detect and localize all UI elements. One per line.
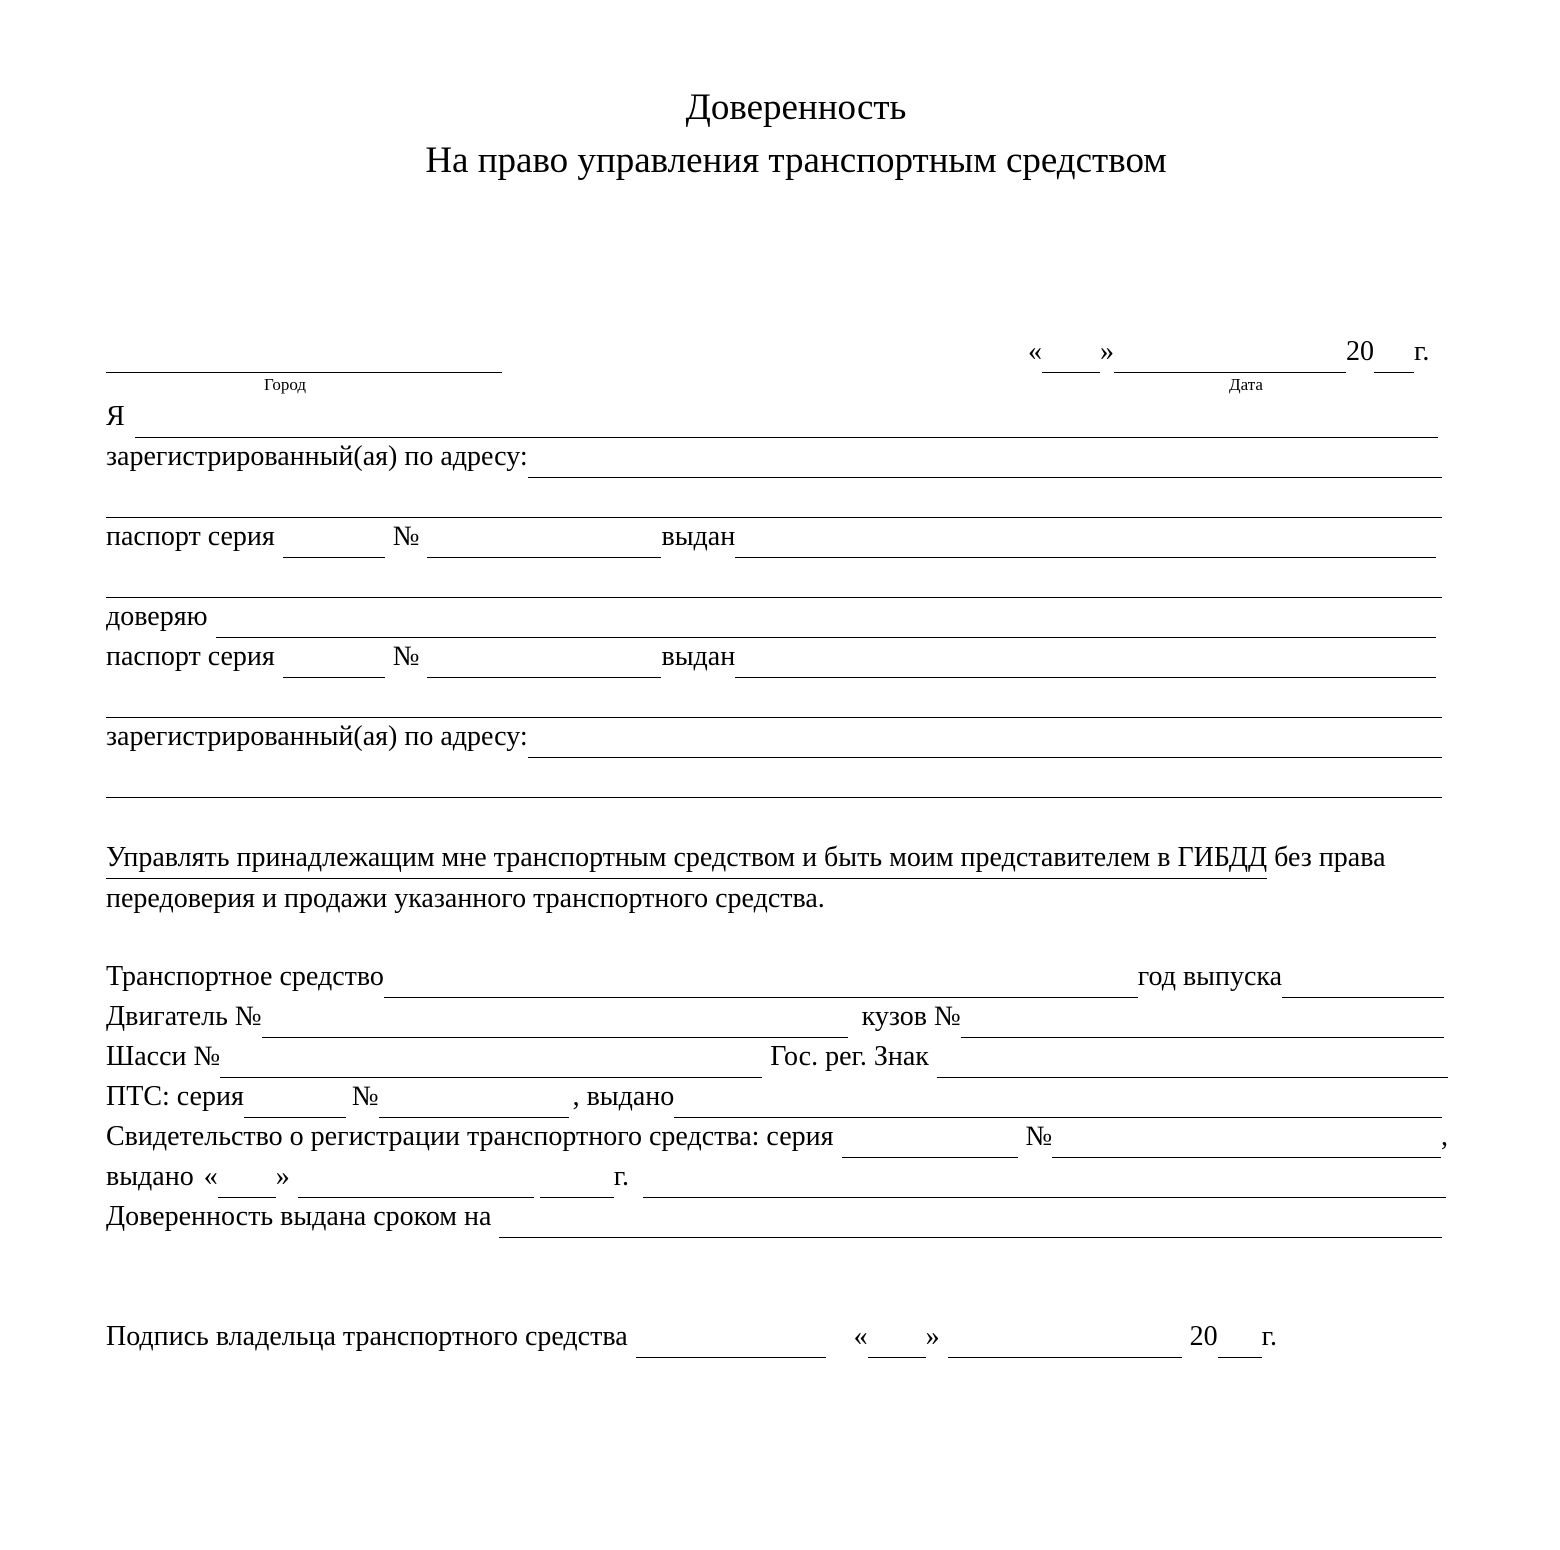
trustee-address-line-2 bbox=[106, 758, 1442, 798]
trustee-registered-label: зарегистрированный(ая) по адресу: bbox=[106, 721, 528, 752]
principal-passport-series-field[interactable] bbox=[283, 523, 385, 558]
principal-issued-field-2[interactable] bbox=[106, 563, 1442, 598]
trustee-trust-label: доверяю bbox=[106, 601, 208, 632]
trustee-passport-series-field[interactable] bbox=[283, 643, 385, 678]
trustee-issued-line-2 bbox=[106, 678, 1442, 718]
pts-line bbox=[106, 1078, 1442, 1118]
trustee-passport-line bbox=[106, 638, 1436, 678]
certificate-issued-label: выдано bbox=[106, 1161, 194, 1192]
principal-issued-field[interactable] bbox=[735, 523, 1436, 558]
principal-passport-line bbox=[106, 518, 1436, 558]
principal-address-line-2 bbox=[106, 478, 1442, 518]
principal-i-label: Я bbox=[106, 401, 125, 432]
principal-address-field-2[interactable] bbox=[106, 483, 1442, 518]
city-caption: Город bbox=[264, 375, 306, 394]
vehicle-field[interactable] bbox=[384, 963, 1138, 998]
date-close-quote: » bbox=[1100, 336, 1114, 367]
engine-body-line bbox=[106, 998, 1444, 1038]
signature-year-prefix: 20 bbox=[1189, 1321, 1218, 1352]
authority-text-part2: без права передоверия и продажи указанного транспортного средства. bbox=[106, 842, 1386, 914]
date-month-field[interactable] bbox=[1114, 338, 1346, 373]
city-line bbox=[106, 333, 502, 373]
signature-day-field[interactable] bbox=[868, 1323, 926, 1358]
trustee-issued-field[interactable] bbox=[735, 643, 1436, 678]
signature-open-quote: « bbox=[853, 1321, 868, 1352]
date-year-prefix: 20 bbox=[1346, 336, 1374, 367]
vehicle-label: Транспортное средство bbox=[106, 961, 384, 992]
principal-registered-label: зарегистрированный(ая) по адресу: bbox=[106, 441, 528, 472]
principal-passport-number-sign: № bbox=[392, 521, 420, 552]
pts-number-field[interactable] bbox=[379, 1083, 569, 1118]
trustee-passport-number-sign: № bbox=[392, 641, 420, 672]
principal-passport-number-field[interactable] bbox=[427, 523, 661, 558]
certificate-year-suffix: г. bbox=[613, 1161, 630, 1192]
date-year-field[interactable] bbox=[1374, 338, 1414, 373]
body-number-field[interactable] bbox=[961, 1003, 1444, 1038]
trustee-address-field-2[interactable] bbox=[106, 763, 1442, 798]
date-line bbox=[1028, 333, 1429, 373]
pts-series-label: ПТС: серия bbox=[106, 1081, 244, 1112]
trustee-name-line bbox=[106, 598, 1436, 638]
validity-line bbox=[106, 1198, 1442, 1238]
signature-line bbox=[106, 1318, 1277, 1358]
pts-issued-label: , выдано bbox=[572, 1081, 675, 1112]
validity-label: Доверенность выдана сроком на bbox=[106, 1201, 492, 1232]
plate-field[interactable] bbox=[937, 1043, 1448, 1078]
vehicle-line bbox=[106, 958, 1444, 998]
certificate-close-quote: » bbox=[275, 1161, 290, 1192]
signature-label: Подпись владельца транспортного средства bbox=[106, 1321, 628, 1352]
certificate-line bbox=[106, 1118, 1448, 1158]
authority-text-part1: Управлять принадлежащим мне транспортным средством и быть моим представителем в ГИБДД bbox=[106, 838, 1267, 879]
principal-address-field[interactable] bbox=[528, 443, 1442, 478]
pts-series-field[interactable] bbox=[244, 1083, 346, 1118]
document-title: Доверенность bbox=[685, 87, 907, 128]
authority-paragraph bbox=[106, 838, 1456, 919]
certificate-issued-line bbox=[106, 1158, 1446, 1198]
trustee-name-field[interactable] bbox=[216, 603, 1436, 638]
chassis-label: Шасси № bbox=[106, 1041, 221, 1072]
signature-month-field[interactable] bbox=[948, 1323, 1182, 1358]
plate-label: Гос. рег. Знак bbox=[770, 1041, 929, 1072]
date-open-quote: « bbox=[1028, 336, 1042, 367]
trustee-address-field[interactable] bbox=[528, 723, 1442, 758]
principal-issued-label: выдан bbox=[661, 521, 736, 552]
engine-number-field[interactable] bbox=[262, 1003, 848, 1038]
trustee-issued-field-2[interactable] bbox=[106, 683, 1442, 718]
trustee-address-line bbox=[106, 718, 1442, 758]
validity-field[interactable] bbox=[499, 1203, 1442, 1238]
principal-passport-series-label: паспорт серия bbox=[106, 521, 275, 552]
certificate-label: Свидетельство о регистрации транспортного средства: серия bbox=[106, 1121, 834, 1152]
certificate-month-field[interactable] bbox=[298, 1163, 534, 1198]
document-subtitle: На право управления транспортным средством bbox=[425, 140, 1167, 181]
certificate-open-quote: « bbox=[203, 1161, 218, 1192]
certificate-series-field[interactable] bbox=[842, 1123, 1018, 1158]
signature-year-suffix: г. bbox=[1261, 1321, 1277, 1352]
body-label: кузов № bbox=[861, 1001, 961, 1032]
principal-issued-line-2 bbox=[106, 558, 1442, 598]
certificate-year-field[interactable] bbox=[540, 1163, 614, 1198]
certificate-number-field[interactable] bbox=[1052, 1123, 1441, 1158]
principal-name-line bbox=[106, 398, 1438, 438]
date-day-field[interactable] bbox=[1042, 338, 1100, 373]
pts-issued-field[interactable] bbox=[674, 1083, 1442, 1118]
vehicle-year-label: год выпуска bbox=[1137, 961, 1282, 992]
vehicle-year-field[interactable] bbox=[1282, 963, 1444, 998]
principal-address-line bbox=[106, 438, 1442, 478]
certificate-number-sign: № bbox=[1025, 1121, 1053, 1152]
pts-number-sign: № bbox=[351, 1081, 379, 1112]
trustee-passport-number-field[interactable] bbox=[427, 643, 661, 678]
principal-name-field[interactable] bbox=[135, 403, 1438, 438]
chassis-plate-line bbox=[106, 1038, 1448, 1078]
signature-field[interactable] bbox=[636, 1323, 826, 1358]
certificate-day-field[interactable] bbox=[218, 1163, 276, 1198]
certificate-issuer-field[interactable] bbox=[643, 1163, 1446, 1198]
chassis-number-field[interactable] bbox=[220, 1043, 762, 1078]
signature-year-field[interactable] bbox=[1218, 1323, 1262, 1358]
date-year-suffix: г. bbox=[1414, 336, 1430, 367]
date-caption: Дата bbox=[1229, 375, 1263, 394]
trustee-issued-label: выдан bbox=[661, 641, 736, 672]
trustee-passport-series-label: паспорт серия bbox=[106, 641, 275, 672]
city-field[interactable] bbox=[106, 338, 502, 373]
certificate-comma: , bbox=[1441, 1121, 1448, 1152]
signature-close-quote: » bbox=[925, 1321, 940, 1352]
engine-label: Двигатель № bbox=[106, 1001, 262, 1032]
